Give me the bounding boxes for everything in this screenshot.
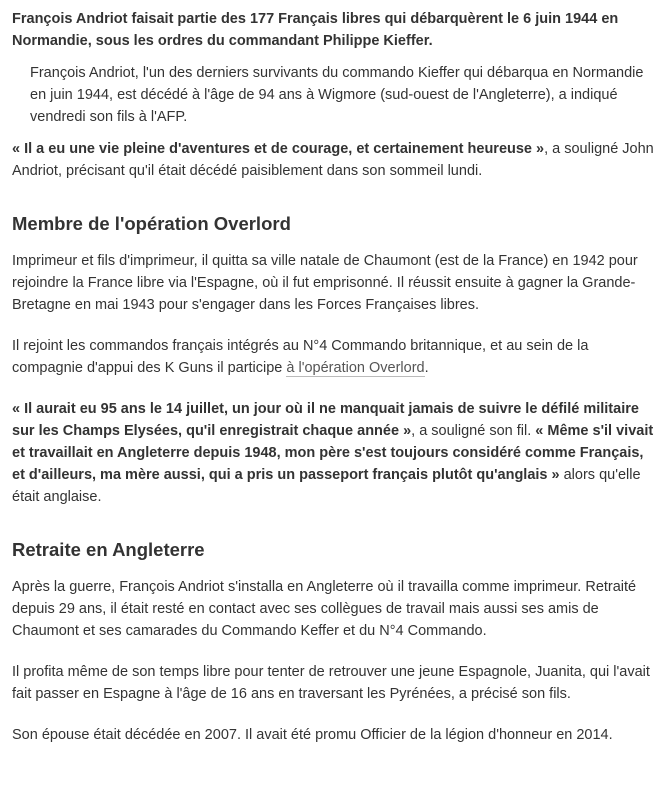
quote-paragraph-2 — [12, 398, 657, 508]
quote-paragraph-1 — [12, 138, 657, 182]
quote-2: « Il aurait eu 95 ans le 14 juillet, un jour où il ne manquait jamais de suivre le défilé militaire sur les Champs Elysées, qu'il enregistrait chaque année » — [12, 401, 639, 439]
article-lead: François Andriot faisait partie des 177 Français libres qui débarquèrent le 6 juin 1944 en Normandie, sous les ordres du commandant Philippe Kieffer. — [12, 11, 619, 49]
paragraph-commando-end: . — [424, 360, 429, 376]
paragraph-chaumont: Imprimeur et fils d'imprimeur, il quitta sa ville natale de Chaumont (est de la France) en 1942 pour rejoindre la France libre via l'Espagne, où il fut emprisonné. Il réussit ensuite à gagner la Grande-Bretagne en mai 1943 pour s'engager dans les Forces Françaises libres. — [12, 253, 638, 313]
quote-3: « Même s'il vivait et travaillait en Angleterre depuis 1948, mon père s'est toujours considéré comme Français, et d'ailleurs, ma mère aussi, qui a pris un passeport français plutôt qu'anglais » — [12, 423, 654, 483]
quote-1-attribution: , a souligné John Andriot, précisant qu'il était décédé paisiblement dans son sommeil lundi. — [12, 141, 654, 179]
quote-2-attribution: , a souligné son fil. — [411, 423, 536, 439]
paragraph-commando — [12, 335, 657, 379]
paragraph-juanita: Il profita même de son temps libre pour tenter de retrouver une jeune Espagnole, Juanita, qui l'avait fait passer en Espagne à l'âge de 16 ans en traversant les Pyrénées, a précisé son fils. — [12, 664, 650, 702]
paragraph-after-war: Après la guerre, François Andriot s'installa en Angleterre où il travailla comme imprimeur. Retraité depuis 29 ans, il était resté en contact avec ses collègues de travail mais aussi ses amis de Chaumont et ses camarades du Commando Keffer et du N°4 Commando. — [12, 579, 637, 639]
section-heading-retraite: Retraite en Angleterre — [12, 539, 205, 560]
intro-paragraph: François Andriot, l'un des derniers survivants du commando Kieffer qui débarqua en Normandie en juin 1944, est décédé à l'âge de 94 ans à Wigmore (sud-ouest de l'Angleterre), a indiqué vendredi son fils à l'AFP. — [30, 65, 644, 125]
overlord-link[interactable]: à l'opération Overlord — [286, 360, 425, 376]
paragraph-legion: Son épouse était décédée en 2007. Il avait été promu Officier de la légion d'honneur en 2014. — [12, 727, 613, 743]
quote-1: « Il a eu une vie pleine d'aventures et de courage, et certainement heureuse » — [12, 141, 545, 157]
quote-3-rest: alors qu'elle était anglaise. — [12, 467, 641, 505]
section-heading-overlord: Membre de l'opération Overlord — [12, 213, 291, 234]
paragraph-commando-text: Il rejoint les commandos français intégrés au N°4 Commando britannique, et au sein de la compagnie d'appui des K Guns il participe — [12, 338, 589, 376]
